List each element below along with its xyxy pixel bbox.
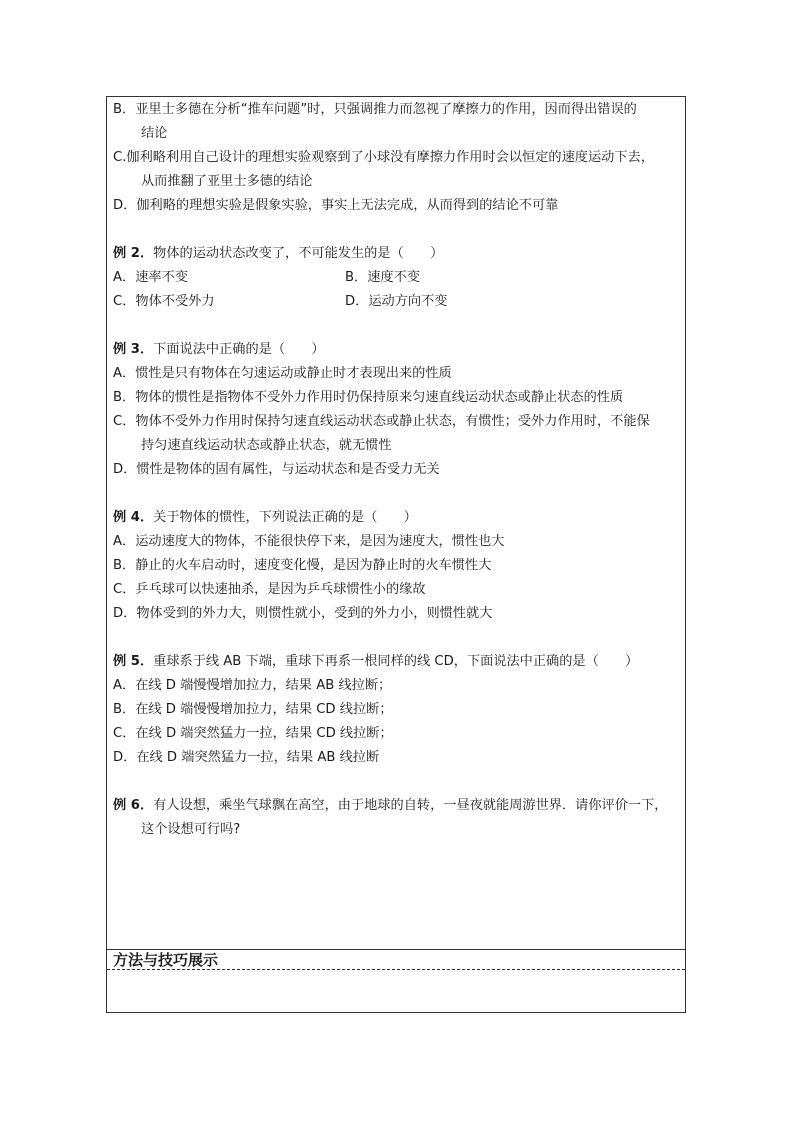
q6-question (113, 797, 667, 815)
q4-option-b: B．静止的火车启动时，速度变化慢，是因为静止时的火车惯性大 (113, 558, 492, 573)
q3-option-b: B．物体的惯性是指物体不受外力作用时仍保持原来匀速直线运动状态或静止状态的性质 (113, 390, 624, 405)
q2-question (113, 245, 443, 263)
q5-option-a: A．在线 D 端慢慢增加拉力，结果 AB 线拉断； (113, 678, 392, 693)
q1-option-b-line2: 结论 (141, 126, 168, 141)
q4-question (113, 509, 417, 527)
q1-option-d: D．伽利略的理想实验是假象实验，事实上无法完成，从而得到的结论不可靠 (113, 198, 559, 213)
q3-option-c-line2: 持匀速直线运动状态或静止状态，就无惯性 (141, 438, 392, 453)
q4-option-c: C．乒乓球可以快速抽杀，是因为乒乓球惯性小的缘故 (113, 582, 426, 597)
q1-option-b-line1: B．亚里士多德在分析“推车问题”时，只强调推力而忽视了摩擦力的作用，因而得出错误的 (113, 102, 637, 117)
q2-option-a: A．速率不变 (113, 270, 188, 285)
q2-label: 例 2． (113, 246, 154, 261)
q6-stem-line1: 有人设想，乘坐气球飘在高空，由于地球的自转，一昼夜就能周游世界．请你评价一下， (153, 798, 668, 813)
worksheet-frame (106, 96, 686, 1013)
q5-stem: 重球系于线 AB 下端，重球下再系一根同样的线 CD，下面说法中正确的是（ ） (153, 654, 639, 669)
q1-option-c-line1: C.伽利略利用自己设计的理想实验观察到了小球没有摩擦力作用时会以恒定的速度运动下去， (113, 150, 654, 165)
q5-option-b: B．在线 D 端慢慢增加拉力，结果 CD 线拉断； (113, 702, 393, 717)
q4-label: 例 4． (113, 510, 154, 525)
q4-stem: 关于物体的惯性，下列说法正确的是（ ） (153, 510, 417, 525)
section-dashed-rule (107, 969, 685, 970)
q3-option-a: A．惯性是只有物体在匀速运动或静止时才表现出来的性质 (113, 366, 452, 381)
q2-option-d: D．运动方向不变 (345, 294, 448, 309)
q5-option-d: D．在线 D 端突然猛力一拉，结果 AB 线拉断 (113, 750, 380, 765)
q5-question (113, 653, 638, 671)
q1-option-c-line2: 从而推翻了亚里士多德的结论 (141, 174, 313, 189)
q3-question (113, 341, 325, 359)
q3-option-d: D．惯性是物体的固有属性，与运动状态和是否受力无关 (113, 462, 440, 477)
q4-option-a: A．运动速度大的物体，不能很快停下来，是因为速度大，惯性也大 (113, 534, 505, 549)
section-divider (107, 949, 685, 950)
section-title: 方法与技巧展示 (113, 951, 219, 969)
q3-label: 例 3． (113, 342, 154, 357)
q6-stem-line2: 这个设想可行吗? (141, 822, 241, 837)
q2-option-c: C．物体不受外力 (113, 294, 215, 309)
q2-option-b: B．速度不变 (345, 270, 420, 285)
q5-label: 例 5． (113, 654, 154, 669)
q4-option-d: D．物体受到的外力大，则惯性就小，受到的外力小，则惯性就大 (113, 606, 493, 621)
q5-option-c: C．在线 D 端突然猛力一拉，结果 CD 线拉断； (113, 726, 393, 741)
q3-option-c-line1: C．物体不受外力作用时保持匀速直线运动状态或静止状态，有惯性；受外力作用时，不能保 (113, 414, 650, 429)
q6-label: 例 6． (113, 798, 154, 813)
q3-stem: 下面说法中正确的是（ ） (153, 342, 325, 357)
q2-stem: 物体的运动状态改变了，不可能发生的是（ ） (153, 246, 444, 261)
